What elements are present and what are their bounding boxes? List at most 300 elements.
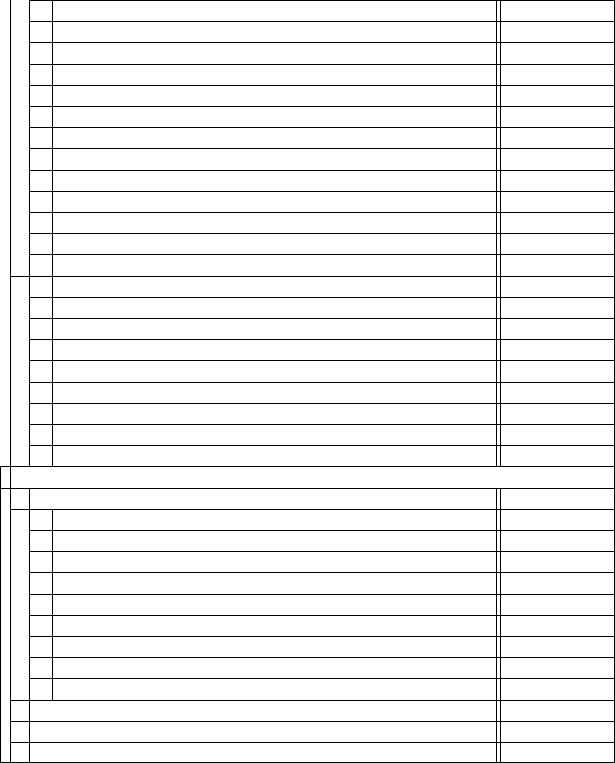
vertical-rule: [500, 742, 501, 763]
vertical-rule: [10, 42, 11, 63]
vertical-rule: [29, 106, 30, 127]
useful-life-years: [500, 403, 608, 424]
depreciation-rate: [86, 0, 494, 21]
vertical-rule: [29, 382, 30, 403]
vertical-rule: [10, 403, 11, 424]
useful-life-years: [500, 191, 608, 212]
vertical-rule: [29, 170, 30, 191]
useful-life-years: [500, 106, 608, 127]
horizontal-rule: [0, 466, 615, 467]
useful-life-years: [500, 297, 608, 318]
vertical-rule: [0, 466, 1, 763]
horizontal-rule: [29, 657, 615, 658]
table-row: [0, 636, 615, 657]
vertical-rule: [500, 509, 501, 530]
item-number: [36, 424, 52, 445]
vertical-rule: [29, 64, 30, 85]
vertical-rule: [52, 127, 53, 148]
depreciation-rate: [86, 21, 494, 42]
vertical-rule: [10, 318, 11, 339]
depreciation-rate: [86, 360, 494, 381]
item-number: [36, 551, 52, 572]
vertical-rule: [52, 297, 53, 318]
table-row: [0, 678, 615, 699]
item-number: [36, 572, 52, 593]
horizontal-rule: [29, 615, 615, 616]
vertical-rule: [29, 742, 30, 763]
vertical-rule: [10, 191, 11, 212]
vertical-rule: [10, 0, 11, 21]
depreciation-rate: [86, 297, 494, 318]
depreciation-rate: [86, 42, 494, 63]
horizontal-rule: [29, 318, 615, 319]
horizontal-rule: [29, 148, 615, 149]
vertical-rule: [10, 339, 11, 360]
item-number: [36, 297, 52, 318]
vertical-rule: [52, 530, 53, 551]
category-letter: [10, 700, 29, 721]
vertical-rule: [500, 700, 501, 721]
vertical-rule: [52, 212, 53, 233]
vertical-rule: [500, 382, 501, 403]
depreciation-rate: [86, 64, 494, 85]
vertical-rule: [10, 254, 11, 275]
vertical-rule: [10, 297, 11, 318]
useful-life-years: [500, 233, 608, 254]
vertical-rule: [10, 424, 11, 445]
vertical-rule: [496, 127, 497, 148]
table-row: [0, 170, 615, 191]
vertical-rule: [10, 106, 11, 127]
vertical-rule: [52, 615, 53, 636]
vertical-rule: [10, 276, 11, 297]
horizontal-rule: [29, 127, 615, 128]
horizontal-rule: [29, 191, 615, 192]
table-row: [0, 551, 615, 572]
useful-life-years: [500, 318, 608, 339]
item-number: [36, 254, 52, 275]
vertical-rule: [10, 615, 11, 636]
useful-life-years: [500, 445, 608, 466]
horizontal-rule: [29, 424, 615, 425]
vertical-rule: [496, 254, 497, 275]
table-row: [0, 572, 615, 593]
vertical-rule: [10, 572, 11, 593]
table-row: [0, 21, 615, 42]
item-number: [36, 212, 52, 233]
horizontal-rule: [29, 382, 615, 383]
depreciation-rate: [86, 148, 494, 169]
vertical-rule: [29, 233, 30, 254]
table-row: [0, 254, 615, 275]
item-number: [36, 233, 52, 254]
vertical-rule: [29, 42, 30, 63]
horizontal-rule: [10, 700, 615, 701]
depreciation-rate: [86, 721, 494, 742]
depreciation-rate: [86, 572, 494, 593]
vertical-rule: [29, 636, 30, 657]
vertical-rule: [500, 615, 501, 636]
useful-life-years: [500, 657, 608, 678]
vertical-rule: [29, 21, 30, 42]
vertical-rule: [29, 445, 30, 466]
vertical-rule: [10, 742, 11, 763]
vertical-rule: [52, 21, 53, 42]
depreciation-rate: [86, 700, 494, 721]
useful-life-years: [500, 382, 608, 403]
horizontal-rule: [0, 488, 615, 489]
useful-life-years: [500, 572, 608, 593]
vertical-rule: [10, 127, 11, 148]
item-number: [36, 615, 52, 636]
vertical-rule: [496, 0, 497, 21]
vertical-rule: [29, 0, 30, 21]
vertical-rule: [52, 678, 53, 699]
vertical-rule: [29, 509, 30, 530]
item-number: [36, 170, 52, 191]
table-row: [0, 85, 615, 106]
table-row: [0, 233, 615, 254]
vertical-rule: [500, 318, 501, 339]
vertical-rule: [10, 509, 11, 530]
category-letter: [10, 721, 29, 742]
vertical-rule: [500, 530, 501, 551]
vertical-rule: [52, 64, 53, 85]
depreciation-rate: [86, 615, 494, 636]
table-row: [0, 0, 615, 21]
horizontal-rule: [29, 530, 615, 531]
category-letter: [10, 276, 29, 297]
vertical-rule: [500, 254, 501, 275]
item-number: [36, 530, 52, 551]
item-number: [36, 339, 52, 360]
item-number: [36, 85, 52, 106]
vertical-rule: [496, 509, 497, 530]
vertical-rule: [496, 64, 497, 85]
horizontal-rule: [29, 85, 615, 86]
vertical-rule: [496, 233, 497, 254]
vertical-rule: [500, 339, 501, 360]
item-number: [36, 21, 52, 42]
depreciation-rate: [86, 530, 494, 551]
vertical-rule: [500, 403, 501, 424]
depreciation-rate: [86, 318, 494, 339]
item-number: [36, 360, 52, 381]
vertical-rule: [10, 360, 11, 381]
vertical-rule: [500, 572, 501, 593]
vertical-rule: [500, 551, 501, 572]
useful-life-years: [500, 254, 608, 275]
vertical-rule: [52, 170, 53, 191]
table-row: [0, 615, 615, 636]
useful-life-years: [500, 0, 608, 21]
table-row: [0, 318, 615, 339]
useful-life-years: [500, 700, 608, 721]
vertical-rule: [496, 530, 497, 551]
depreciation-rate: [86, 488, 494, 509]
vertical-rule: [52, 148, 53, 169]
horizontal-rule: [10, 742, 615, 743]
useful-life-years: [500, 148, 608, 169]
horizontal-rule: [29, 636, 615, 637]
vertical-rule: [10, 170, 11, 191]
vertical-rule: [52, 594, 53, 615]
vertical-rule: [496, 742, 497, 763]
section-title: [23, 466, 423, 487]
item-number: [36, 657, 52, 678]
useful-life-years: [500, 85, 608, 106]
vertical-rule: [52, 424, 53, 445]
depreciation-rate: [86, 678, 494, 699]
table-row: [0, 594, 615, 615]
vertical-rule: [500, 127, 501, 148]
item-number: [36, 382, 52, 403]
vertical-rule: [10, 594, 11, 615]
vertical-rule: [29, 276, 30, 297]
vertical-rule: [500, 636, 501, 657]
horizontal-rule: [29, 212, 615, 213]
vertical-rule: [500, 721, 501, 742]
table-row: [0, 742, 615, 763]
useful-life-years: [500, 339, 608, 360]
table-row: [0, 339, 615, 360]
item-number: [36, 636, 52, 657]
table-row: [0, 403, 615, 424]
vertical-rule: [496, 148, 497, 169]
vertical-rule: [496, 721, 497, 742]
vertical-rule: [52, 0, 53, 21]
vertical-rule: [500, 42, 501, 63]
vertical-rule: [52, 318, 53, 339]
table-row: [0, 64, 615, 85]
depreciation-rate: [86, 636, 494, 657]
horizontal-rule: [29, 360, 615, 361]
horizontal-rule: [29, 64, 615, 65]
vertical-rule: [10, 551, 11, 572]
depreciation-rate: [86, 170, 494, 191]
horizontal-rule: [29, 678, 615, 679]
category-letter: [10, 488, 29, 509]
vertical-rule: [496, 657, 497, 678]
vertical-rule: [500, 233, 501, 254]
table-row: [0, 721, 615, 742]
depreciation-rate: [86, 339, 494, 360]
horizontal-rule: [29, 445, 615, 446]
vertical-rule: [29, 721, 30, 742]
vertical-rule: [29, 254, 30, 275]
vertical-rule: [500, 276, 501, 297]
table-row: [0, 445, 615, 466]
horizontal-rule: [29, 170, 615, 171]
vertical-rule: [29, 339, 30, 360]
vertical-rule: [29, 191, 30, 212]
vertical-rule: [10, 212, 11, 233]
table-row: [0, 127, 615, 148]
table-row: [0, 106, 615, 127]
vertical-rule: [29, 530, 30, 551]
section-number: [0, 466, 22, 487]
horizontal-rule: [29, 233, 615, 234]
vertical-rule: [10, 678, 11, 699]
vertical-rule: [496, 85, 497, 106]
vertical-rule: [500, 297, 501, 318]
depreciation-rate: [86, 403, 494, 424]
vertical-rule: [496, 21, 497, 42]
vertical-rule: [10, 21, 11, 42]
useful-life-years: [500, 276, 608, 297]
vertical-rule: [496, 678, 497, 699]
table-row: [0, 42, 615, 63]
depreciation-rate: [86, 191, 494, 212]
horizontal-rule: [10, 721, 615, 722]
horizontal-rule: [10, 276, 615, 277]
vertical-rule: [10, 148, 11, 169]
depreciation-rate: [86, 424, 494, 445]
vertical-rule: [500, 594, 501, 615]
item-number: [36, 191, 52, 212]
category-letter: [10, 509, 29, 530]
vertical-rule: [29, 318, 30, 339]
vertical-rule: [29, 127, 30, 148]
horizontal-rule: [29, 551, 615, 552]
vertical-rule: [52, 42, 53, 63]
horizontal-rule: [29, 339, 615, 340]
useful-life-years: [500, 488, 608, 509]
useful-life-years: [500, 360, 608, 381]
vertical-rule: [52, 254, 53, 275]
vertical-rule: [52, 445, 53, 466]
vertical-rule: [10, 636, 11, 657]
depreciation-rate: [86, 594, 494, 615]
item-number: [36, 276, 52, 297]
vertical-rule: [10, 445, 11, 466]
table-row: [0, 530, 615, 551]
useful-life-years: [500, 594, 608, 615]
vertical-rule: [500, 657, 501, 678]
table-row: [0, 148, 615, 169]
item-number: [36, 64, 52, 85]
horizontal-rule: [29, 594, 615, 595]
horizontal-rule: [10, 509, 615, 510]
item-number: [36, 403, 52, 424]
vertical-rule: [496, 615, 497, 636]
vertical-rule: [500, 0, 501, 21]
useful-life-years: [500, 212, 608, 233]
vertical-rule: [29, 85, 30, 106]
vertical-rule: [496, 382, 497, 403]
vertical-rule: [496, 572, 497, 593]
depreciation-rate: [86, 657, 494, 678]
table-row: [0, 382, 615, 403]
vertical-rule: [29, 424, 30, 445]
vertical-rule: [496, 700, 497, 721]
vertical-rule: [10, 721, 11, 742]
vertical-rule: [496, 636, 497, 657]
vertical-rule: [496, 318, 497, 339]
depreciation-rate: [86, 742, 494, 763]
vertical-rule: [500, 678, 501, 699]
useful-life-years: [500, 127, 608, 148]
vertical-rule: [52, 551, 53, 572]
vertical-rule: [500, 445, 501, 466]
depreciation-rate: [86, 233, 494, 254]
vertical-rule: [500, 488, 501, 509]
vertical-rule: [29, 551, 30, 572]
vertical-rule: [29, 360, 30, 381]
vertical-rule: [29, 403, 30, 424]
vertical-rule: [10, 700, 11, 721]
vertical-rule: [52, 233, 53, 254]
horizontal-rule: [29, 42, 615, 43]
vertical-rule: [500, 170, 501, 191]
vertical-rule: [52, 636, 53, 657]
vertical-rule: [52, 360, 53, 381]
item-number: [36, 594, 52, 615]
vertical-rule: [496, 551, 497, 572]
table-row: [0, 212, 615, 233]
depreciation-rate: [86, 445, 494, 466]
vertical-rule: [500, 21, 501, 42]
useful-life-years: [500, 21, 608, 42]
category-letter: [10, 742, 29, 763]
useful-life-years: [500, 64, 608, 85]
useful-life-years: [500, 551, 608, 572]
useful-life-years: [500, 530, 608, 551]
useful-life-years: [500, 170, 608, 191]
vertical-rule: [29, 572, 30, 593]
vertical-rule: [496, 276, 497, 297]
table-row: [0, 424, 615, 445]
vertical-rule: [496, 106, 497, 127]
vertical-rule: [29, 297, 30, 318]
vertical-rule: [500, 424, 501, 445]
useful-life-years: [500, 721, 608, 742]
depreciation-rate: [86, 551, 494, 572]
vertical-rule: [500, 106, 501, 127]
useful-life-years: [500, 615, 608, 636]
useful-life-years: [500, 424, 608, 445]
vertical-rule: [496, 403, 497, 424]
vertical-rule: [496, 424, 497, 445]
useful-life-years: [500, 509, 608, 530]
vertical-rule: [52, 572, 53, 593]
vertical-rule: [500, 85, 501, 106]
vertical-rule: [10, 85, 11, 106]
vertical-rule: [496, 212, 497, 233]
vertical-rule: [52, 339, 53, 360]
vertical-rule: [29, 700, 30, 721]
useful-life-years: [500, 636, 608, 657]
vertical-rule: [10, 233, 11, 254]
vertical-rule: [52, 382, 53, 403]
vertical-rule: [500, 191, 501, 212]
vertical-rule: [29, 678, 30, 699]
vertical-rule: [500, 212, 501, 233]
vertical-rule: [10, 466, 11, 487]
vertical-rule: [52, 403, 53, 424]
depreciation-rate: [86, 509, 494, 530]
horizontal-rule: [29, 21, 615, 22]
vertical-rule: [496, 360, 497, 381]
table-row: [0, 509, 615, 530]
vertical-rule: [29, 615, 30, 636]
depreciation-rate: [86, 85, 494, 106]
table-row: [0, 657, 615, 678]
vertical-rule: [29, 488, 30, 509]
vertical-rule: [29, 594, 30, 615]
item-number: [36, 0, 52, 21]
vertical-rule: [500, 64, 501, 85]
